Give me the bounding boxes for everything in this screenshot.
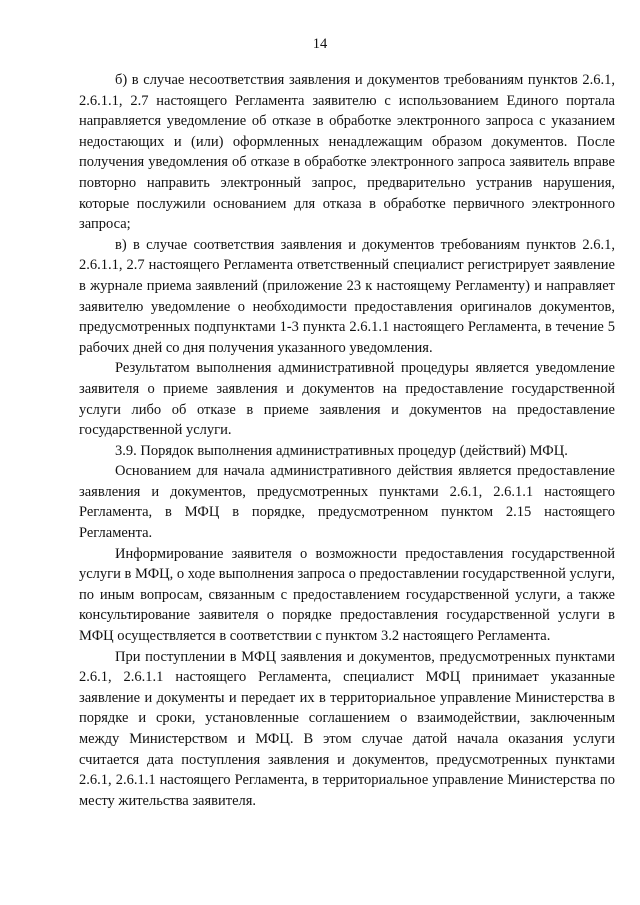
document-body xyxy=(79,70,615,811)
page-number: 14 xyxy=(312,36,328,52)
paragraph-v: в) в случае соответствия заявления и документов требованиям пунктов 2.6.1, 2.6.1.1, 2.7 настоящего Регламента ответственный специалист регистрирует заявление в журнале приема заявлений (приложение 23 к настоящему Регламенту) и направляет заявителю уведомление о необходимости предоставления оригиналов документов, предусмотренных подпунктами 1-3 пункта 2.6.1.1 настоящего Регламента, в течение 5 рабочих дней со дня получения указанного уведомления. xyxy=(79,236,615,356)
paragraph-basis: Основанием для начала административного действия является предоставление заявления и документов, предусмотренных пунктами 2.6.1, 2.6.1.1 настоящего Регламента, в МФЦ в порядке, предусмотренном пунктом 2.15 настоящего Регламента. xyxy=(79,463,615,542)
section-heading-3-9: 3.9. Порядок выполнения административных процедур (действий) МФЦ. xyxy=(115,442,568,459)
paragraph-informing: Информирование заявителя о возможности предоставления государственной услуги в МФЦ, о ходе выполнения запроса о предоставлении государственной услуги, по иным вопросам, связанным с предоставлением государственной услуги, а также консультирование заявителя о порядке предоставления государственной услуги в МФЦ осуществляется в соответствии с пунктом 3.2 настоящего Регламента. xyxy=(79,545,615,645)
paragraph-result: Результатом выполнения административной процедуры является уведомление заявителя о приеме заявления и документов на предоставление государственной услуги либо об отказе в приеме заявления и документов на предоставление государственной услуги. xyxy=(79,360,615,439)
paragraph-b: б) в случае несоответствия заявления и документов требованиям пунктов 2.6.1, 2.6.1.1, 2.7 настоящего Регламента заявителю с использованием Единого портала направляется уведомление об отказе в обработке электронного запроса с указанием недостающих и (или) оформленных ненадлежащим образом документов. После получения уведомления об отказе в обработке электронного запроса заявитель вправе повторно направить электронный запрос, предварительно устранив нарушения, которые послужили основанием для отказа в обработке первичного электронного запроса; xyxy=(79,72,615,233)
paragraph-receipt: При поступлении в МФЦ заявления и документов, предусмотренных пунктами 2.6.1, 2.6.1.1 настоящего Регламента, специалист МФЦ принимает указанные заявление и документы и передает их в территориальное управление Министерства в порядке и сроки, установленные соглашением о взаимодействии, заключенным между Министерством и МФЦ. В этом случае датой начала оказания услуги считается дата поступления заявления и документов, предусмотренных пунктами 2.6.1, 2.6.1.1 настоящего Регламента, в территориальное управление Министерства по месту жительства заявителя. xyxy=(79,648,615,809)
